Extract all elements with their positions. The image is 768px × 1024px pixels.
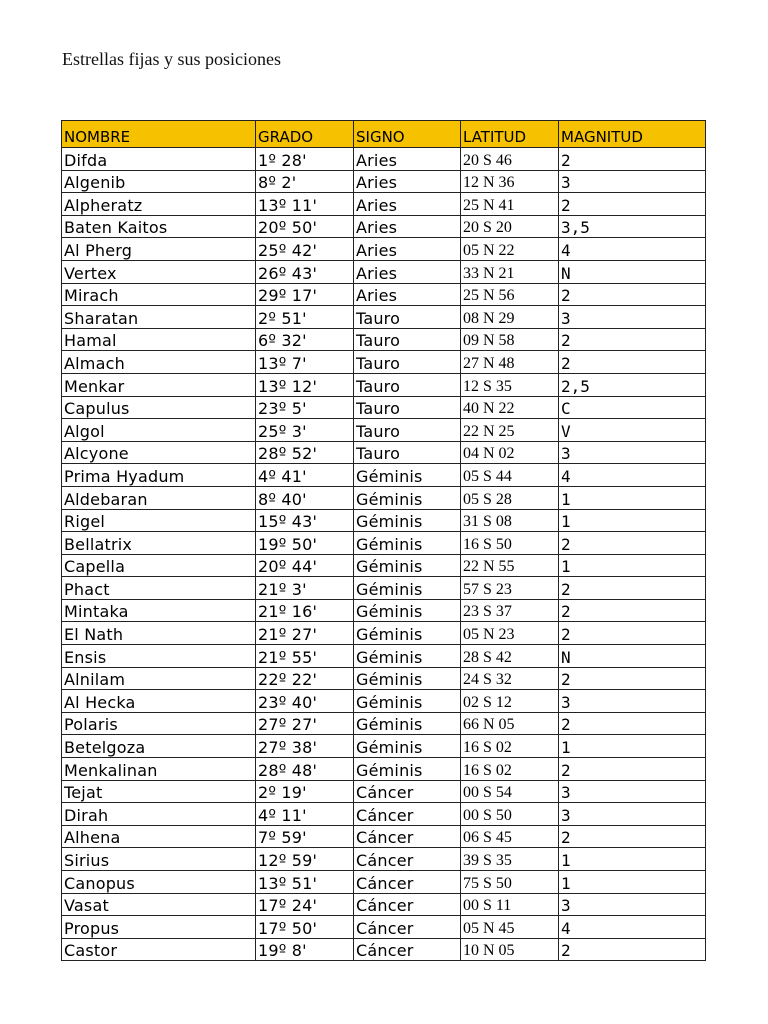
degree-cell: 27º 38' — [256, 735, 354, 758]
degree-cell: 28º 52' — [256, 441, 354, 464]
latitude-cell: 16 S 50 — [461, 532, 559, 555]
magnitude-cell: 3 — [559, 441, 706, 464]
magnitude-cell: 3 — [559, 803, 706, 826]
table-row — [62, 396, 706, 419]
sign-cell: Aries — [354, 260, 461, 283]
star-name-cell: Vertex — [62, 260, 256, 283]
star-name-cell: Algol — [62, 419, 256, 442]
column-header-latitud: LATITUD — [461, 121, 559, 148]
star-name-cell: Almach — [62, 351, 256, 374]
sign-cell: Géminis — [354, 554, 461, 577]
latitude-cell: 22 N 25 — [461, 419, 559, 442]
latitude-cell: 10 N 05 — [461, 938, 559, 961]
magnitude-cell: 4 — [559, 916, 706, 939]
table-row — [62, 825, 706, 848]
latitude-cell: 25 N 56 — [461, 283, 559, 306]
degree-cell: 4º 11' — [256, 803, 354, 826]
degree-cell: 1º 28' — [256, 148, 354, 171]
degree-cell: 28º 48' — [256, 758, 354, 781]
table-row — [62, 938, 706, 961]
table-row — [62, 599, 706, 622]
star-name-cell: Polaris — [62, 712, 256, 735]
table-row — [62, 735, 706, 758]
table-row — [62, 351, 706, 374]
table-row — [62, 260, 706, 283]
degree-cell: 21º 16' — [256, 599, 354, 622]
latitude-cell: 04 N 02 — [461, 441, 559, 464]
star-name-cell: Hamal — [62, 328, 256, 351]
magnitude-cell: 1 — [559, 554, 706, 577]
magnitude-cell: 2 — [559, 351, 706, 374]
degree-cell: 8º 2' — [256, 170, 354, 193]
star-name-cell: Menkar — [62, 373, 256, 396]
table-row — [62, 758, 706, 781]
degree-cell: 13º 11' — [256, 193, 354, 216]
star-name-cell: Mirach — [62, 283, 256, 306]
magnitude-cell: 2 — [559, 622, 706, 645]
star-name-cell: Ensis — [62, 645, 256, 668]
degree-cell: 13º 12' — [256, 373, 354, 396]
table-row — [62, 916, 706, 939]
table-row — [62, 871, 706, 894]
sign-cell: Cáncer — [354, 893, 461, 916]
magnitude-cell: 2 — [559, 283, 706, 306]
magnitude-cell: 1 — [559, 848, 706, 871]
column-header-grado: GRADO — [256, 121, 354, 148]
magnitude-cell: N — [559, 645, 706, 668]
star-name-cell: Alnilam — [62, 667, 256, 690]
latitude-cell: 57 S 23 — [461, 577, 559, 600]
degree-cell: 21º 27' — [256, 622, 354, 645]
magnitude-cell: 2 — [559, 825, 706, 848]
sign-cell: Géminis — [354, 486, 461, 509]
table-row — [62, 193, 706, 216]
latitude-cell: 31 S 08 — [461, 509, 559, 532]
latitude-cell: 27 N 48 — [461, 351, 559, 374]
sign-cell: Aries — [354, 238, 461, 261]
star-name-cell: Baten Kaitos — [62, 215, 256, 238]
degree-cell: 22º 22' — [256, 667, 354, 690]
table-row — [62, 554, 706, 577]
star-name-cell: Al Pherg — [62, 238, 256, 261]
table-row — [62, 622, 706, 645]
table-row — [62, 848, 706, 871]
magnitude-cell: 4 — [559, 238, 706, 261]
latitude-cell: 12 S 35 — [461, 373, 559, 396]
degree-cell: 25º 3' — [256, 419, 354, 442]
latitude-cell: 09 N 58 — [461, 328, 559, 351]
table-row — [62, 780, 706, 803]
magnitude-cell: 3 — [559, 893, 706, 916]
sign-cell: Aries — [354, 215, 461, 238]
table-row — [62, 373, 706, 396]
star-name-cell: Al Hecka — [62, 690, 256, 713]
degree-cell: 2º 51' — [256, 306, 354, 329]
latitude-cell: 24 S 32 — [461, 667, 559, 690]
magnitude-cell: N — [559, 260, 706, 283]
column-header-nombre: NOMBRE — [62, 121, 256, 148]
latitude-cell: 05 S 28 — [461, 486, 559, 509]
degree-cell: 6º 32' — [256, 328, 354, 351]
sign-cell: Géminis — [354, 712, 461, 735]
star-name-cell: Castor — [62, 938, 256, 961]
sign-cell: Aries — [354, 193, 461, 216]
degree-cell: 25º 42' — [256, 238, 354, 261]
sign-cell: Cáncer — [354, 938, 461, 961]
star-name-cell: Menkalinan — [62, 758, 256, 781]
latitude-cell: 02 S 12 — [461, 690, 559, 713]
sign-cell: Tauro — [354, 328, 461, 351]
degree-cell: 19º 50' — [256, 532, 354, 555]
latitude-cell: 28 S 42 — [461, 645, 559, 668]
table-row — [62, 215, 706, 238]
star-name-cell: Tejat — [62, 780, 256, 803]
column-header-signo: SIGNO — [354, 121, 461, 148]
sign-cell: Aries — [354, 170, 461, 193]
latitude-cell: 39 S 35 — [461, 848, 559, 871]
table-row — [62, 712, 706, 735]
star-name-cell: Rigel — [62, 509, 256, 532]
star-name-cell: Alhena — [62, 825, 256, 848]
table-row — [62, 170, 706, 193]
latitude-cell: 00 S 11 — [461, 893, 559, 916]
star-name-cell: Sirius — [62, 848, 256, 871]
latitude-cell: 25 N 41 — [461, 193, 559, 216]
magnitude-cell: 2 — [559, 148, 706, 171]
magnitude-cell: 2 — [559, 938, 706, 961]
table-row — [62, 645, 706, 668]
sign-cell: Tauro — [354, 351, 461, 374]
degree-cell: 17º 50' — [256, 916, 354, 939]
star-name-cell: Propus — [62, 916, 256, 939]
magnitude-cell: 1 — [559, 509, 706, 532]
star-name-cell: Capulus — [62, 396, 256, 419]
magnitude-cell: 4 — [559, 464, 706, 487]
degree-cell: 2º 19' — [256, 780, 354, 803]
table-row — [62, 577, 706, 600]
magnitude-cell: V — [559, 419, 706, 442]
sign-cell: Géminis — [354, 690, 461, 713]
sign-cell: Cáncer — [354, 871, 461, 894]
star-name-cell: Prima Hyadum — [62, 464, 256, 487]
star-name-cell: Mintaka — [62, 599, 256, 622]
latitude-cell: 20 S 46 — [461, 148, 559, 171]
degree-cell: 12º 59' — [256, 848, 354, 871]
sign-cell: Géminis — [354, 645, 461, 668]
table-row — [62, 283, 706, 306]
sign-cell: Cáncer — [354, 825, 461, 848]
degree-cell: 20º 44' — [256, 554, 354, 577]
magnitude-cell: 2 — [559, 193, 706, 216]
degree-cell: 7º 59' — [256, 825, 354, 848]
magnitude-cell: 2 — [559, 758, 706, 781]
star-name-cell: El Nath — [62, 622, 256, 645]
latitude-cell: 23 S 37 — [461, 599, 559, 622]
magnitude-cell: 1 — [559, 735, 706, 758]
sign-cell: Cáncer — [354, 803, 461, 826]
star-name-cell: Canopus — [62, 871, 256, 894]
magnitude-cell: 2 — [559, 328, 706, 351]
table-row — [62, 328, 706, 351]
table-row — [62, 532, 706, 555]
latitude-cell: 33 N 21 — [461, 260, 559, 283]
latitude-cell: 05 N 23 — [461, 622, 559, 645]
latitude-cell: 40 N 22 — [461, 396, 559, 419]
sign-cell: Tauro — [354, 306, 461, 329]
sign-cell: Géminis — [354, 758, 461, 781]
star-name-cell: Alpheratz — [62, 193, 256, 216]
latitude-cell: 00 S 54 — [461, 780, 559, 803]
magnitude-cell: 2,5 — [559, 373, 706, 396]
table-row — [62, 148, 706, 171]
degree-cell: 23º 40' — [256, 690, 354, 713]
latitude-cell: 16 S 02 — [461, 758, 559, 781]
degree-cell: 13º 7' — [256, 351, 354, 374]
magnitude-cell: 2 — [559, 577, 706, 600]
table-row — [62, 238, 706, 261]
table-row — [62, 306, 706, 329]
degree-cell: 27º 27' — [256, 712, 354, 735]
sign-cell: Tauro — [354, 441, 461, 464]
star-name-cell: Alcyone — [62, 441, 256, 464]
sign-cell: Tauro — [354, 419, 461, 442]
table-row — [62, 509, 706, 532]
sign-cell: Tauro — [354, 373, 461, 396]
sign-cell: Géminis — [354, 622, 461, 645]
sign-cell: Cáncer — [354, 916, 461, 939]
magnitude-cell: C — [559, 396, 706, 419]
table-body — [62, 148, 706, 961]
sign-cell: Géminis — [354, 599, 461, 622]
sign-cell: Géminis — [354, 735, 461, 758]
magnitude-cell: 2 — [559, 532, 706, 555]
latitude-cell: 05 S 44 — [461, 464, 559, 487]
latitude-cell: 22 N 55 — [461, 554, 559, 577]
column-header-magnitud: MAGNITUD — [559, 121, 706, 148]
star-name-cell: Bellatrix — [62, 532, 256, 555]
magnitude-cell: 2 — [559, 667, 706, 690]
degree-cell: 29º 17' — [256, 283, 354, 306]
star-name-cell: Algenib — [62, 170, 256, 193]
page-title: Estrellas fijas y sus posiciones — [62, 49, 281, 69]
magnitude-cell: 2 — [559, 712, 706, 735]
star-name-cell: Aldebaran — [62, 486, 256, 509]
star-name-cell: Sharatan — [62, 306, 256, 329]
sign-cell: Aries — [354, 148, 461, 171]
table-row — [62, 486, 706, 509]
degree-cell: 17º 24' — [256, 893, 354, 916]
latitude-cell: 75 S 50 — [461, 871, 559, 894]
star-name-cell: Difda — [62, 148, 256, 171]
degree-cell: 26º 43' — [256, 260, 354, 283]
magnitude-cell: 3 — [559, 780, 706, 803]
degree-cell: 21º 3' — [256, 577, 354, 600]
star-name-cell: Dirah — [62, 803, 256, 826]
sign-cell: Géminis — [354, 509, 461, 532]
sign-cell: Cáncer — [354, 780, 461, 803]
sign-cell: Géminis — [354, 532, 461, 555]
latitude-cell: 06 S 45 — [461, 825, 559, 848]
table-row — [62, 464, 706, 487]
sign-cell: Géminis — [354, 667, 461, 690]
sign-cell: Aries — [354, 283, 461, 306]
sign-cell: Géminis — [354, 577, 461, 600]
magnitude-cell: 3 — [559, 690, 706, 713]
table-row — [62, 690, 706, 713]
star-name-cell: Phact — [62, 577, 256, 600]
latitude-cell: 16 S 02 — [461, 735, 559, 758]
degree-cell: 8º 40' — [256, 486, 354, 509]
latitude-cell: 00 S 50 — [461, 803, 559, 826]
star-name-cell: Betelgoza — [62, 735, 256, 758]
magnitude-cell: 3,5 — [559, 215, 706, 238]
table-row — [62, 419, 706, 442]
table-row — [62, 441, 706, 464]
degree-cell: 4º 41' — [256, 464, 354, 487]
star-name-cell: Capella — [62, 554, 256, 577]
table-row — [62, 803, 706, 826]
degree-cell: 15º 43' — [256, 509, 354, 532]
magnitude-cell: 3 — [559, 170, 706, 193]
table-row — [62, 667, 706, 690]
latitude-cell: 05 N 22 — [461, 238, 559, 261]
magnitude-cell: 3 — [559, 306, 706, 329]
latitude-cell: 05 N 45 — [461, 916, 559, 939]
degree-cell: 19º 8' — [256, 938, 354, 961]
degree-cell: 21º 55' — [256, 645, 354, 668]
magnitude-cell: 1 — [559, 871, 706, 894]
magnitude-cell: 2 — [559, 599, 706, 622]
latitude-cell: 20 S 20 — [461, 215, 559, 238]
latitude-cell: 12 N 36 — [461, 170, 559, 193]
table-header-row — [62, 121, 706, 148]
degree-cell: 23º 5' — [256, 396, 354, 419]
sign-cell: Tauro — [354, 396, 461, 419]
sign-cell: Géminis — [354, 464, 461, 487]
latitude-cell: 08 N 29 — [461, 306, 559, 329]
sign-cell: Cáncer — [354, 848, 461, 871]
table-row — [62, 893, 706, 916]
latitude-cell: 66 N 05 — [461, 712, 559, 735]
star-table — [61, 120, 706, 961]
degree-cell: 13º 51' — [256, 871, 354, 894]
magnitude-cell: 1 — [559, 486, 706, 509]
star-name-cell: Vasat — [62, 893, 256, 916]
degree-cell: 20º 50' — [256, 215, 354, 238]
